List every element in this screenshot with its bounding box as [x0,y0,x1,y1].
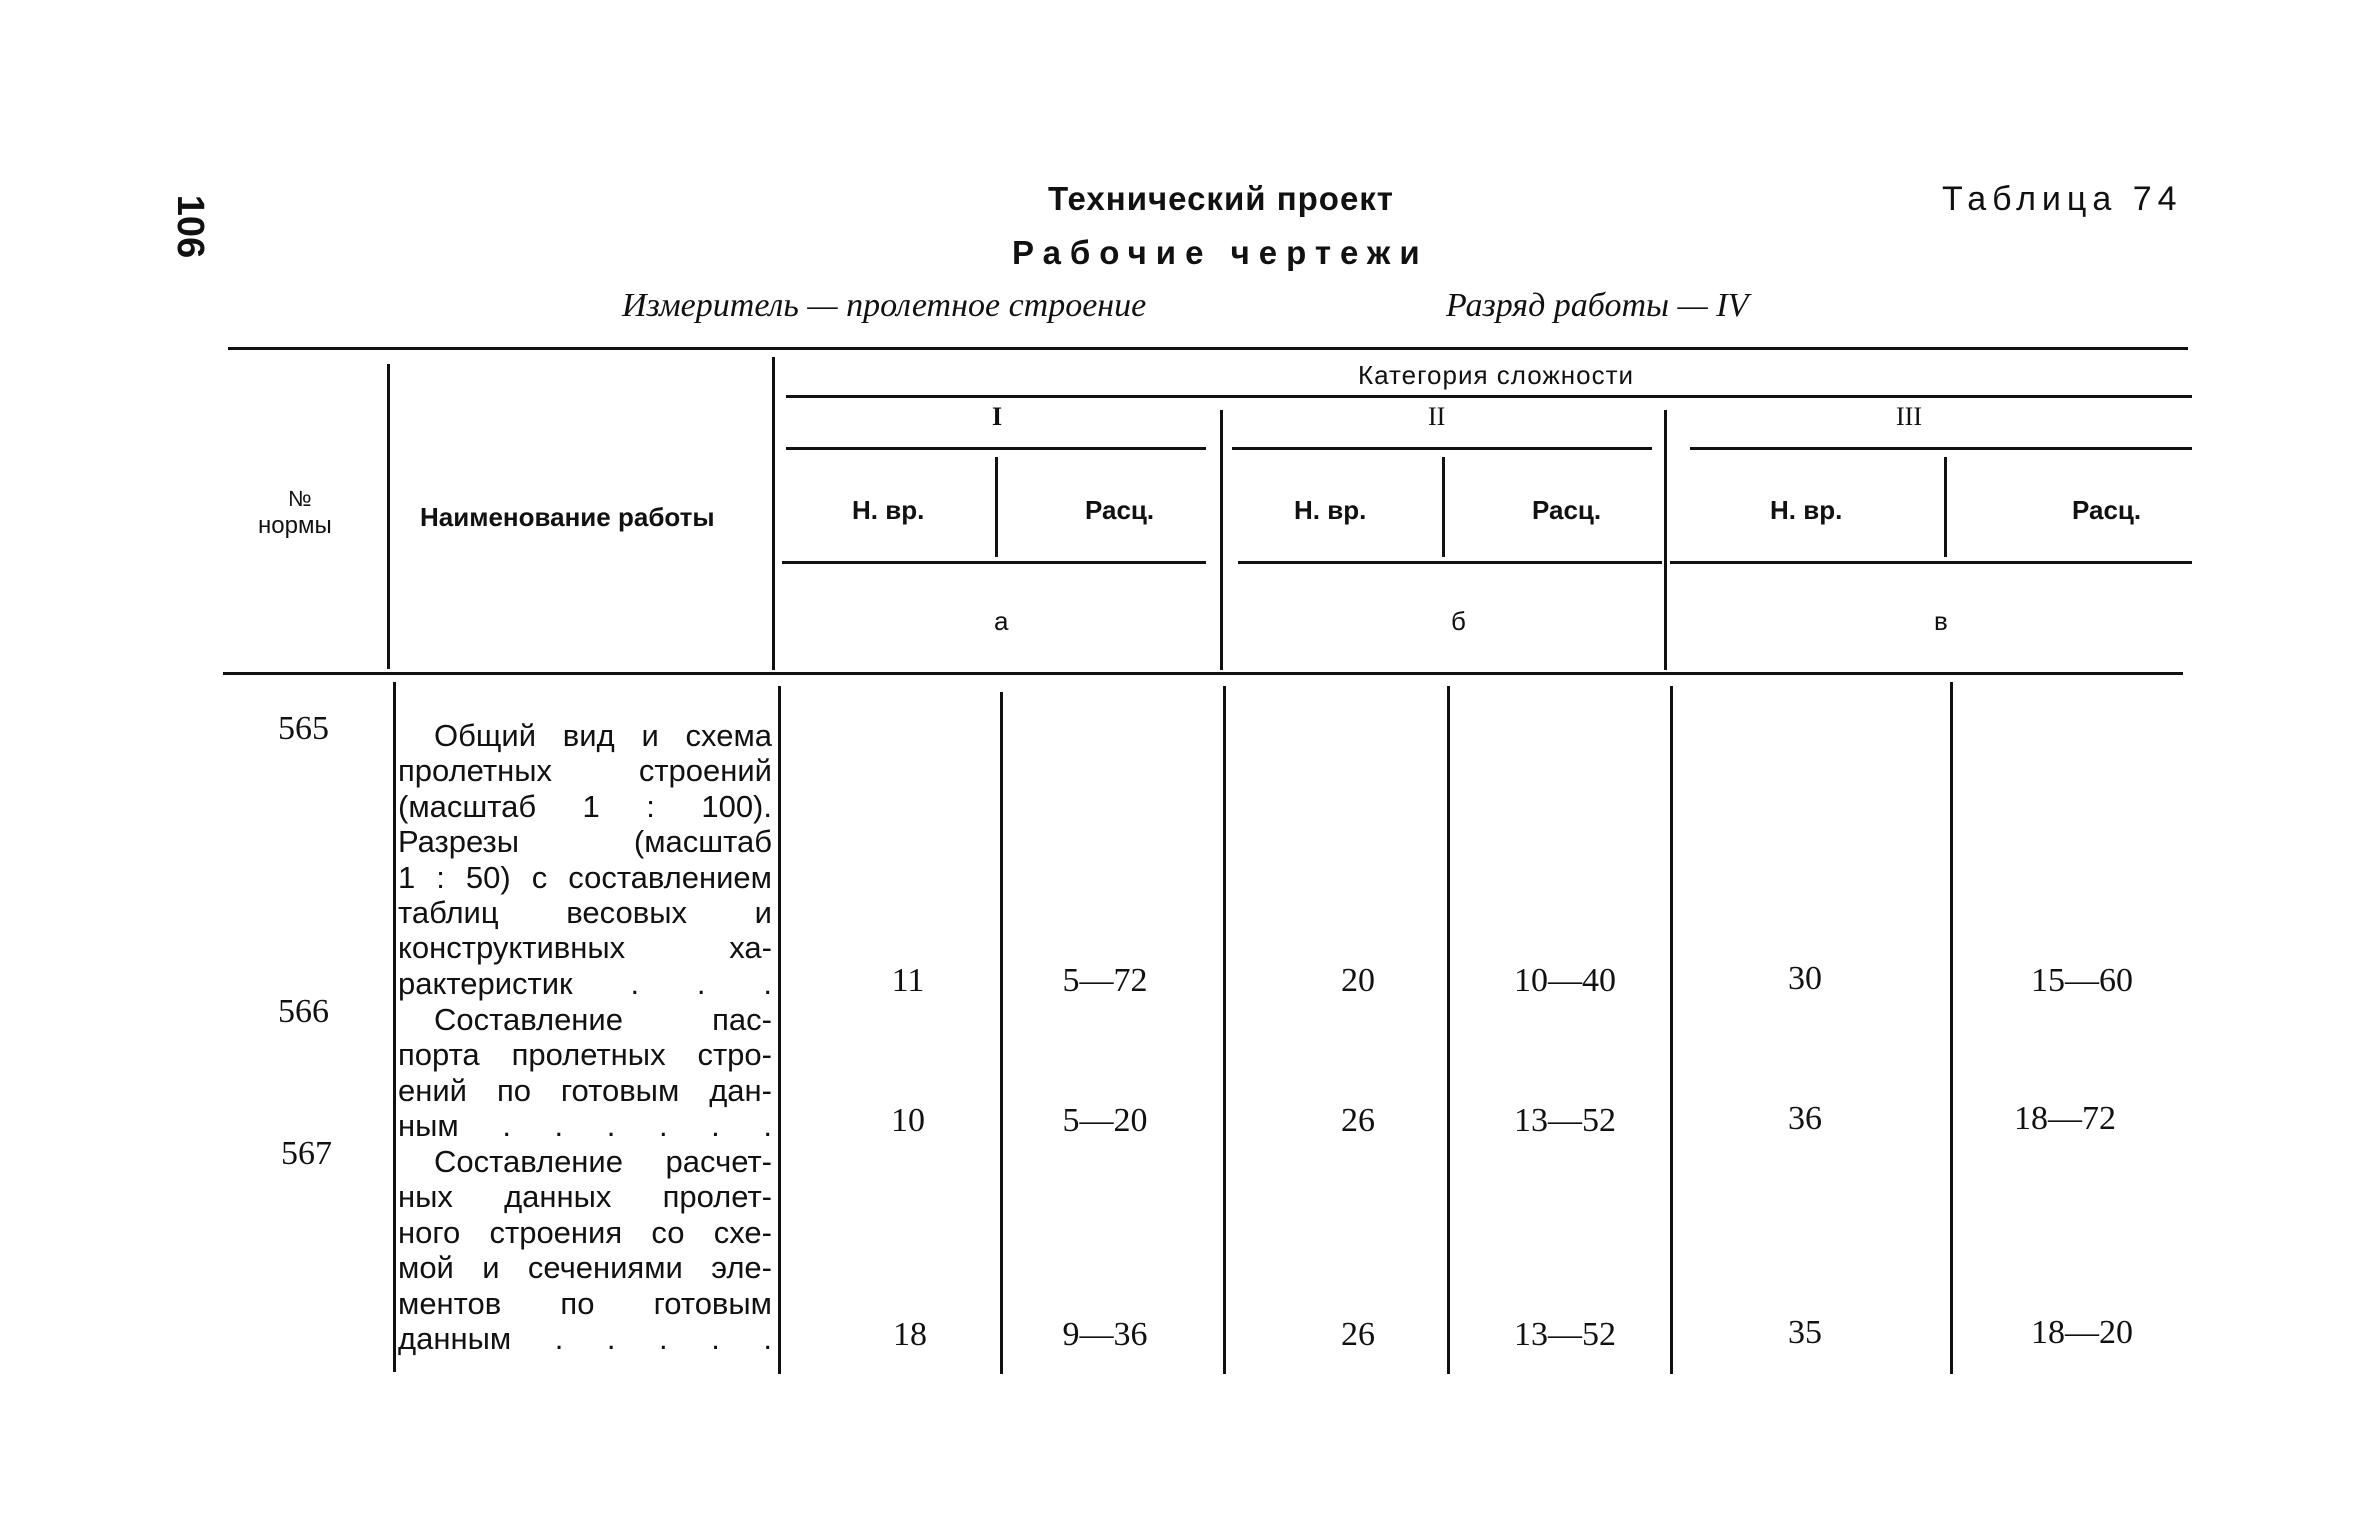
value-rate-3: 18—20 [2031,1314,2133,1351]
value-rate-3: 15—60 [2031,962,2133,999]
value-rate-2: 10—40 [1514,962,1616,999]
header-divider-1 [387,364,390,669]
document-title: Технический проект [1048,180,1394,217]
cat-divider-2 [1664,410,1667,670]
value-time-3: 35 [1788,1314,1822,1351]
body-divider-4 [1223,686,1226,1374]
norm-no-label: нормы [258,512,332,539]
sub-rule-2 [1238,561,1662,564]
description-line: ных данных пролет- [398,1179,772,1215]
rate-header-2: Расц. [1532,495,1602,525]
description-line: Общий вид и схема [434,718,772,753]
rate-header-1: Расц. [1085,495,1155,525]
time-header-3: Н. вр. [1770,495,1843,525]
value-rate-3: 18—72 [2014,1100,2116,1137]
rate-header-3: Расц. [2072,495,2142,525]
description-line: Составление пас- [434,1002,772,1037]
description-line: конструктивных ха- [398,930,772,966]
description-line: (масштаб 1 : 100). [398,788,772,824]
work-description [398,1002,772,1144]
subcol-divider-2 [1442,457,1445,557]
description-line: пролетных строений [398,753,772,789]
norm-number: 567 [281,1135,332,1172]
description-line: ного строения со схе- [398,1214,772,1250]
cat-rule-2 [1232,447,1652,450]
value-time-1: 18 [893,1316,927,1353]
cat-rule-1 [786,447,1206,450]
description-line: рактеристик . . . [398,965,772,1001]
category-2: II [1428,402,1446,431]
body-divider-3 [1000,692,1003,1374]
description-line: таблиц весовых и [398,894,772,930]
time-header-1: Н. вр. [852,495,925,525]
work-name-header: Наименование работы [420,502,715,532]
value-rate-1: 5—20 [1062,1102,1148,1139]
description-line: ным . . . . . . [398,1108,772,1144]
body-divider-name-right [778,686,781,1374]
letter-v: в [1934,606,1948,636]
description-line: Составление расчет- [434,1144,772,1179]
document-subtitle: Рабочие чертежи [1012,234,1429,271]
letter-a: а [994,606,1009,636]
sub-rule-1 [782,561,1206,564]
subcol-divider-3 [1944,457,1947,557]
value-time-2: 26 [1341,1102,1375,1139]
description-line: ментов по готовым [398,1285,772,1321]
table-label: Таблица 74 [1942,180,2183,218]
work-grade: Разряд работы — IV [1446,287,1749,324]
header-bottom-rule [223,672,2183,675]
description-line: ений по готовым дан- [398,1072,772,1108]
description-line: данным . . . . . [398,1320,772,1356]
work-description [398,718,772,1001]
norm-number: 565 [278,710,329,747]
description-line: мой и сечениями эле- [398,1250,772,1286]
norm-no-symbol: № [288,486,312,511]
value-time-3: 36 [1788,1100,1822,1137]
body-divider-7 [1950,682,1953,1374]
sub-rule-3 [1670,561,2192,564]
table-top-rule [228,347,2188,350]
value-time-1: 10 [891,1102,925,1139]
body-divider-6 [1670,686,1673,1374]
category-3: III [1896,402,1922,431]
value-rate-1: 9—36 [1062,1316,1148,1353]
value-time-3: 30 [1788,960,1822,997]
time-header-2: Н. вр. [1294,495,1367,525]
value-time-1: 11 [891,962,925,999]
letter-b: б [1451,606,1466,636]
header-divider-2 [772,357,775,670]
value-rate-1: 5—72 [1062,962,1148,999]
page-number: 106 [169,194,212,259]
description-line: 1 : 50) с составлением [398,859,772,895]
category-1: I [992,402,1003,431]
cat-rule-3 [1690,447,2192,450]
value-time-2: 26 [1341,1316,1375,1353]
value-rate-2: 13—52 [1514,1102,1616,1139]
cat-divider-1 [1220,410,1223,670]
body-divider-5 [1447,686,1450,1374]
description-line: Разрезы (масштаб [398,824,772,860]
measure-unit: Измеритель — пролетное строение [622,287,1147,324]
value-rate-2: 13—52 [1514,1316,1616,1353]
value-time-2: 20 [1341,962,1375,999]
subcol-divider-1 [995,457,998,557]
body-divider-name-left [393,682,396,1372]
norm-number: 566 [278,993,329,1030]
complexity-rule [786,395,2192,398]
description-line: порта пролетных стро- [398,1037,772,1073]
work-description [398,1144,772,1356]
complexity-header: Категория сложности [1358,360,1635,390]
